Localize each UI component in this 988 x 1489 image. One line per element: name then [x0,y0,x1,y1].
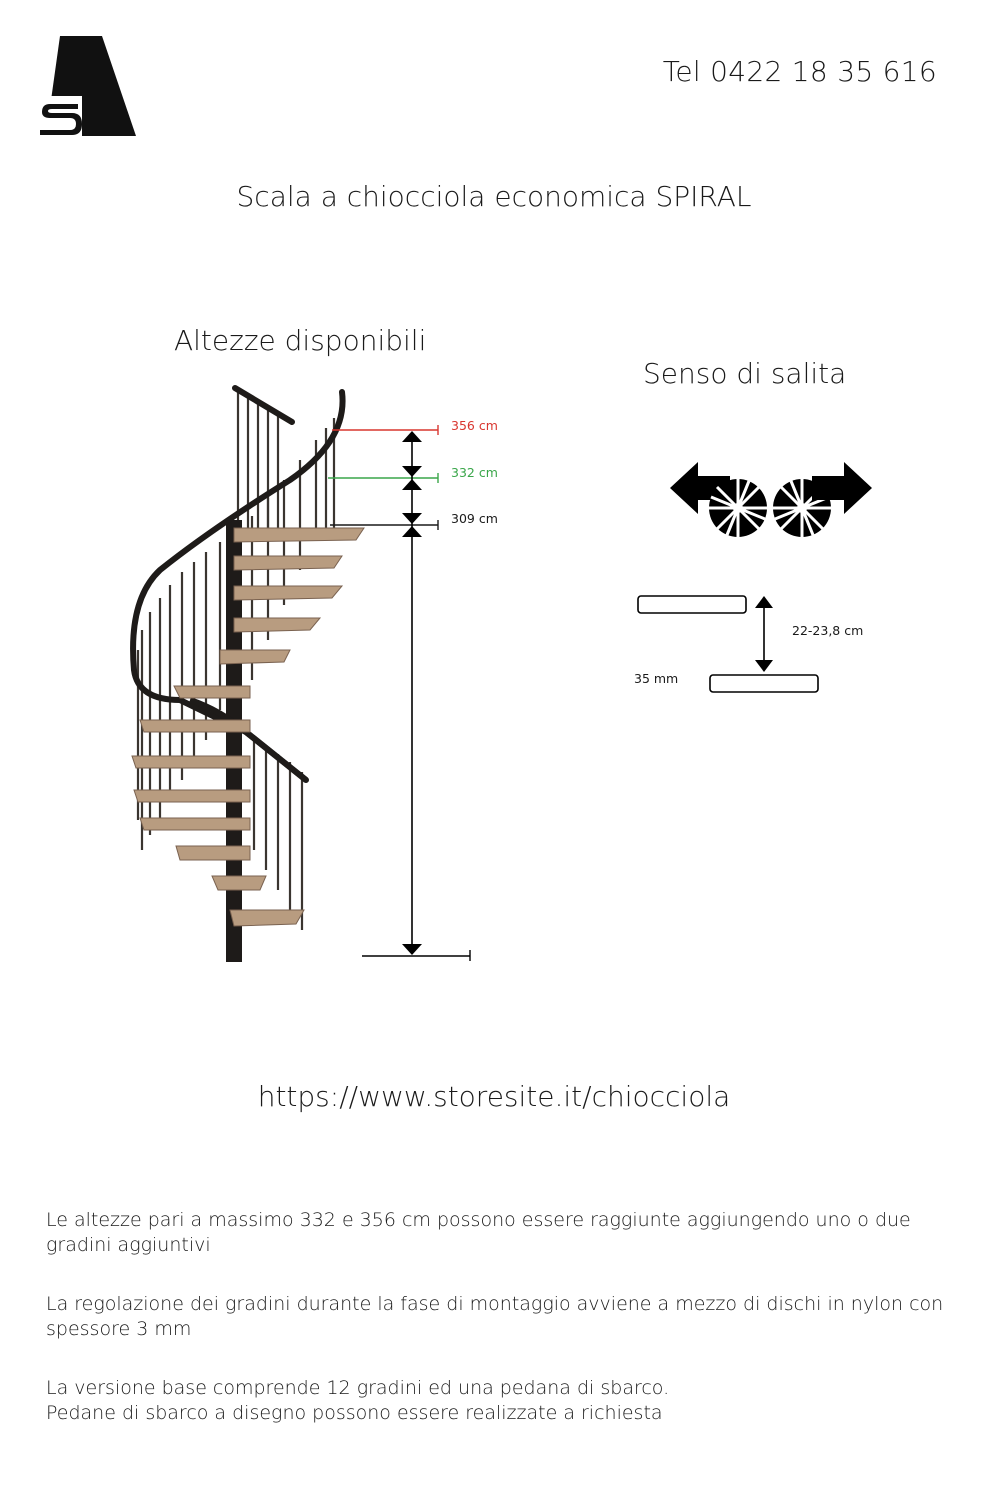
spiral-staircase-icon [708,478,768,538]
phone-number: Tel 0422 18 35 616 [662,55,937,88]
tread-thickness-label: 35 mm [634,671,679,686]
height-label-356: 356 cm [451,418,498,433]
height-label-309: 309 cm [451,511,498,526]
riser-height-label: 22-23,8 cm [792,623,864,638]
paragraph-heights: Le altezze pari a massimo 332 e 356 cm possono essere raggiunte aggiungendo uno o due gradini aggiuntivi [46,1209,911,1256]
paragraph-base-version: La versione base comprende 12 gradini ed una pedana di sbarco. Pedane di sbarco a disegno possono essere realizzate a richiesta [46,1377,670,1424]
page-title: Scala a chiocciola economica SPIRAL [236,180,752,213]
heights-heading: Altezze disponibili [174,324,427,357]
arrow-right-icon [812,460,872,516]
direction-heading: Senso di salita [643,357,847,390]
paragraph-adjustment: La regolazione dei gradini durante la fase di montaggio avviene a mezzo di dischi in nylon con spessore 3 mm [46,1293,944,1340]
website-url: https://www.storesite.it/chiocciola [257,1080,731,1113]
height-label-332: 332 cm [451,465,498,480]
height-dimensions [320,415,520,965]
